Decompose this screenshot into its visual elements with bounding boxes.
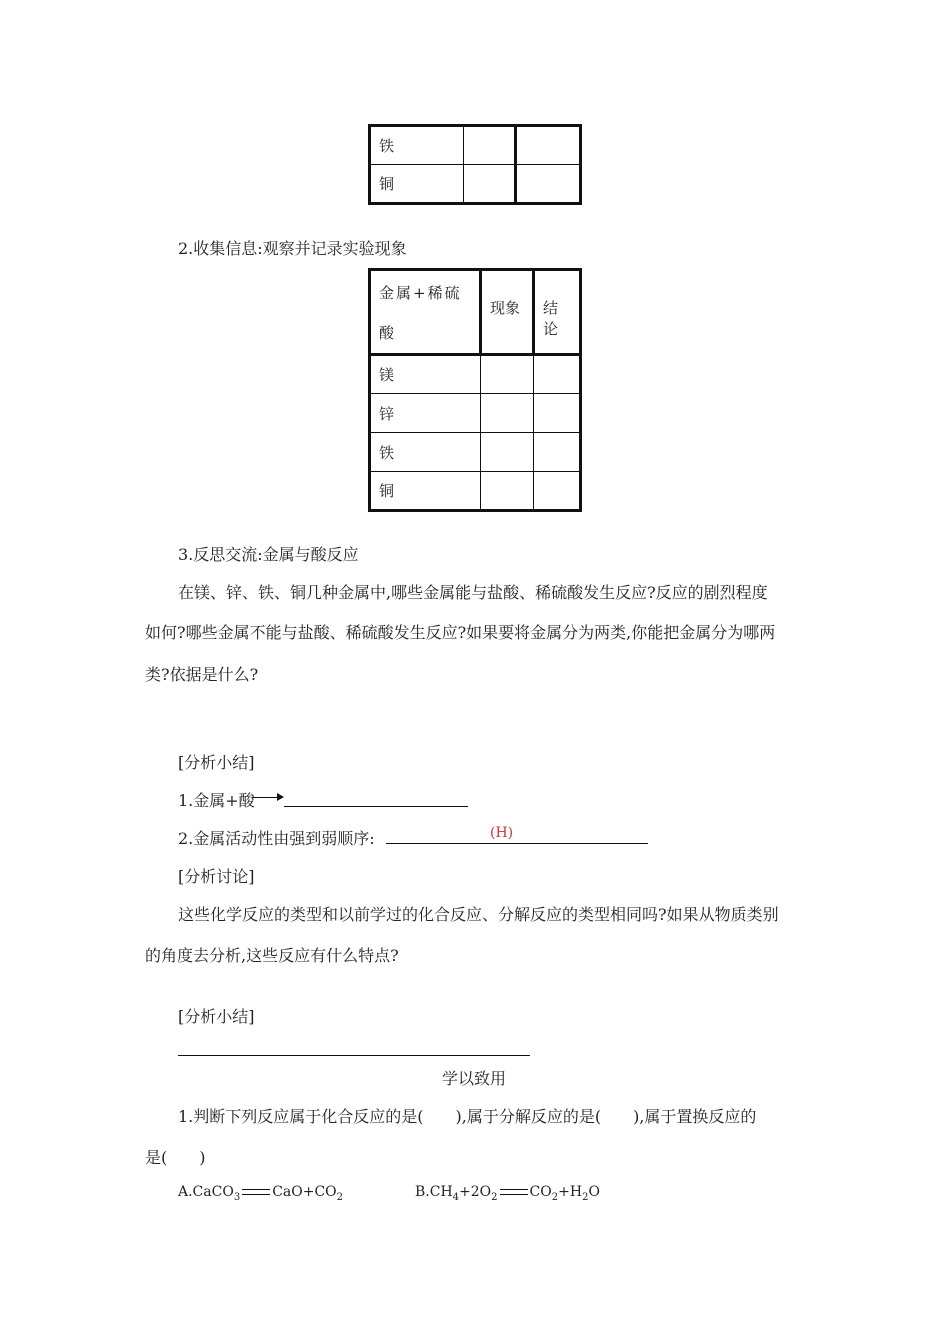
- analysis-summary-heading-2: [分析小结]: [178, 1007, 255, 1026]
- table-row: [370, 355, 581, 394]
- paragraph-1-line-1: 在镁、锌、铁、铜几种金属中,哪些金属能与盐酸、稀硫酸发生反应?反应的剧烈程度: [178, 583, 768, 602]
- blank-line: [178, 1055, 530, 1056]
- section-3-title: 3.反思交流:金属与酸反应: [178, 545, 359, 564]
- option-b-product: CO: [529, 1184, 552, 1200]
- empty-cell: [534, 472, 581, 511]
- question-1-line-1: 1.判断下列反应属于化合反应的是( ),属于分解反应的是( ),属于置换反应的: [178, 1107, 757, 1126]
- empty-cell: [464, 126, 516, 165]
- metal-cell: 铜: [370, 165, 464, 204]
- option-b-label: B.CH: [415, 1184, 453, 1200]
- table-1: [368, 124, 582, 205]
- header-phenomenon: 现象: [481, 270, 534, 355]
- apply-heading: 学以致用: [442, 1069, 507, 1088]
- paragraph-1-line-2: 如何?哪些金属不能与盐酸、稀硫酸发生反应?如果要将金属分为两类,你能把金属分为哪两: [145, 623, 776, 642]
- option-b-end: O: [588, 1184, 600, 1200]
- table-2: [368, 268, 582, 512]
- header-conclusion: 结论: [534, 270, 581, 355]
- paragraph-1-line-3: 类?依据是什么?: [145, 665, 259, 684]
- empty-cell: [516, 165, 581, 204]
- empty-cell: [464, 165, 516, 204]
- blank-line: [386, 843, 648, 844]
- table-row: [370, 433, 581, 472]
- option-b: [415, 1184, 600, 1203]
- empty-cell: [481, 394, 534, 433]
- option-a-sub: 2: [336, 1191, 344, 1203]
- option-b-sub: 2: [491, 1191, 498, 1203]
- option-b-sub: 4: [452, 1191, 460, 1203]
- empty-cell: [534, 355, 581, 394]
- option-b-mid: +2O: [459, 1184, 492, 1200]
- option-b-sub: 2: [582, 1191, 589, 1203]
- metal-cell: 锌: [370, 394, 481, 433]
- metal-cell: 镁: [370, 355, 481, 394]
- option-b-sub: 2: [551, 1191, 559, 1203]
- hydrogen-mark: (H): [490, 825, 514, 841]
- option-a-product: CaO+CO: [272, 1184, 337, 1200]
- paragraph-2-line-1: 这些化学反应的类型和以前学过的化合反应、分解反应的类型相同吗?如果从物质类别: [178, 905, 779, 924]
- equals-sign-icon: [500, 1189, 528, 1195]
- table-row: [370, 165, 581, 204]
- empty-cell: [516, 126, 581, 165]
- empty-cell: [481, 355, 534, 394]
- metal-cell: 铁: [370, 433, 481, 472]
- metal-cell: 铜: [370, 472, 481, 511]
- header-line-2: 酸: [379, 324, 395, 342]
- option-a-label: A.CaCO: [178, 1184, 234, 1200]
- arrow-icon: [252, 797, 282, 798]
- header-line-1: 金属+稀硫: [379, 284, 462, 302]
- option-b-tail: +H: [558, 1184, 583, 1200]
- paragraph-2-line-2: 的角度去分析,这些反应有什么特点?: [145, 946, 399, 965]
- table-row: [370, 472, 581, 511]
- table-row: [370, 394, 581, 433]
- table-header-row: [370, 270, 581, 355]
- blank-line: [284, 806, 468, 807]
- section-2-title: 2.收集信息:观察并记录实验现象: [178, 239, 407, 258]
- question-1-line-2: 是( ): [145, 1148, 206, 1167]
- summary-item-2: 2.金属活动性由强到弱顺序:: [178, 829, 375, 848]
- header-metal-acid: [370, 270, 481, 355]
- empty-cell: [481, 472, 534, 511]
- summary-item-1: 1.金属+酸: [178, 791, 255, 810]
- option-a: [178, 1184, 343, 1203]
- empty-cell: [534, 394, 581, 433]
- table-row: [370, 126, 581, 165]
- equals-sign-icon: [242, 1189, 270, 1195]
- analysis-summary-heading: [分析小结]: [178, 753, 255, 772]
- option-a-sub: 3: [233, 1191, 241, 1203]
- empty-cell: [534, 433, 581, 472]
- analysis-discussion-heading: [分析讨论]: [178, 867, 255, 886]
- empty-cell: [481, 433, 534, 472]
- metal-cell: 铁: [370, 126, 464, 165]
